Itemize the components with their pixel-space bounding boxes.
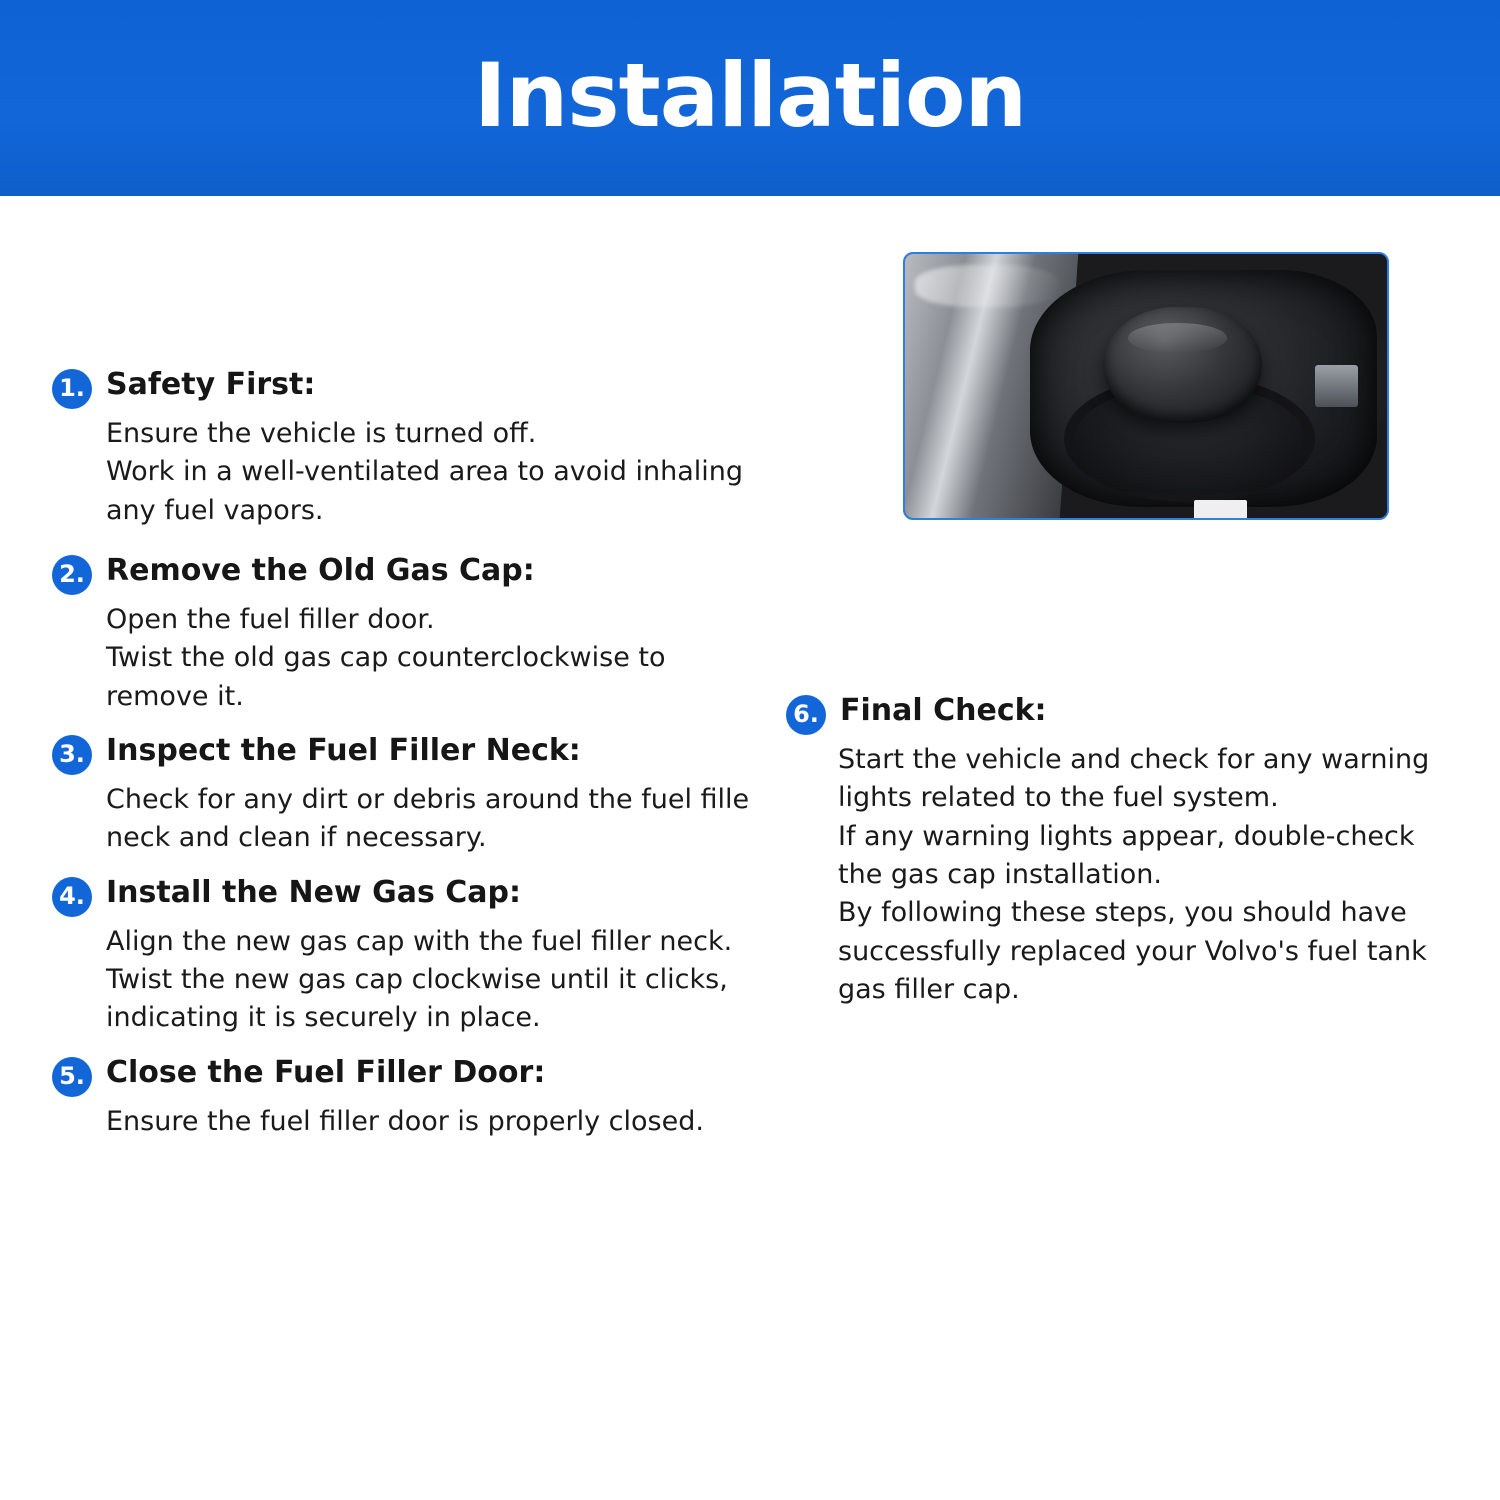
step-6 xyxy=(786,692,1458,1009)
fuel-filler-door-photo xyxy=(903,252,1389,520)
page-content xyxy=(0,196,1500,1500)
step-6-title: Final Check: xyxy=(840,693,1047,728)
step-1-line-1: Ensure the vehicle is turned off. xyxy=(106,418,537,449)
step-3-line-1: Check for any dirt or debris around the fuel fille xyxy=(106,783,750,815)
photo-background xyxy=(905,254,1387,518)
step-6-line-3: If any warning lights appear, double-check xyxy=(838,820,1415,852)
step-2 xyxy=(52,552,782,716)
step-4-number-badge: 4. xyxy=(52,877,92,917)
step-3-number-badge: 3. xyxy=(52,735,92,775)
step-4-heading xyxy=(52,874,782,917)
step-5-heading xyxy=(52,1054,782,1097)
page-title: Installation xyxy=(473,44,1027,147)
step-2-line-3: remove it. xyxy=(106,680,244,712)
step-4-line-3: indicating it is securely in place. xyxy=(106,1002,541,1034)
steps-right-column xyxy=(786,692,1458,1019)
step-4-line-2: Twist the new gas cap clockwise until it clicks, xyxy=(106,963,728,995)
step-6-line-7: gas filler cap. xyxy=(838,973,1020,1005)
step-5 xyxy=(52,1054,782,1141)
step-1-title: Safety First: xyxy=(106,367,316,402)
step-2-body xyxy=(106,601,782,716)
step-5-body xyxy=(106,1103,782,1141)
step-2-title: Remove the Old Gas Cap: xyxy=(106,552,535,588)
step-3 xyxy=(52,732,782,858)
step-1-line-2: Work in a well-ventilated area to avoid inhaling xyxy=(106,456,744,488)
step-3-heading xyxy=(52,732,782,775)
step-5-number-badge: 5. xyxy=(52,1057,92,1097)
step-6-line-4: the gas cap installation. xyxy=(838,858,1162,890)
step-4-title: Install the New Gas Cap: xyxy=(106,874,521,910)
step-2-number-badge: 2. xyxy=(52,555,92,595)
door-hinge xyxy=(1315,365,1358,407)
step-6-line-5: By following these steps, you should have xyxy=(838,897,1407,929)
photo-white-tab xyxy=(1194,500,1247,518)
step-4-line-1: Align the new gas cap with the fuel filler neck. xyxy=(106,925,733,957)
step-4-body xyxy=(106,923,782,1038)
step-1-number-badge: 1. xyxy=(52,369,92,409)
step-6-body xyxy=(838,741,1458,1009)
step-5-title: Close the Fuel Filler Door: xyxy=(106,1054,546,1090)
step-3-title: Inspect the Fuel Filler Neck: xyxy=(106,732,581,768)
step-1-body xyxy=(106,415,782,530)
step-6-line-6: successfully replaced your Volvo's fuel tank xyxy=(838,935,1427,967)
step-6-number-badge: 6. xyxy=(786,695,826,735)
step-4 xyxy=(52,874,782,1038)
step-3-line-2: neck and clean if necessary. xyxy=(106,822,487,854)
step-2-heading xyxy=(52,552,782,595)
gas-cap xyxy=(1103,307,1262,423)
step-1 xyxy=(52,366,782,530)
step-3-body xyxy=(106,781,782,858)
step-2-line-1: Open the fuel filler door. xyxy=(106,603,435,635)
page-header xyxy=(0,0,1500,196)
steps-left-column xyxy=(52,366,782,1151)
step-1-heading xyxy=(52,366,782,409)
step-1-line-3: any fuel vapors. xyxy=(106,494,324,526)
step-6-line-1: Start the vehicle and check for any warning xyxy=(838,744,1430,775)
photo-highlight xyxy=(915,265,1060,307)
step-5-line-1: Ensure the fuel filler door is properly closed. xyxy=(106,1105,704,1137)
step-6-line-2: lights related to the fuel system. xyxy=(838,782,1279,814)
step-2-line-2: Twist the old gas cap counterclockwise to xyxy=(106,642,666,674)
step-6-heading xyxy=(786,692,1458,735)
